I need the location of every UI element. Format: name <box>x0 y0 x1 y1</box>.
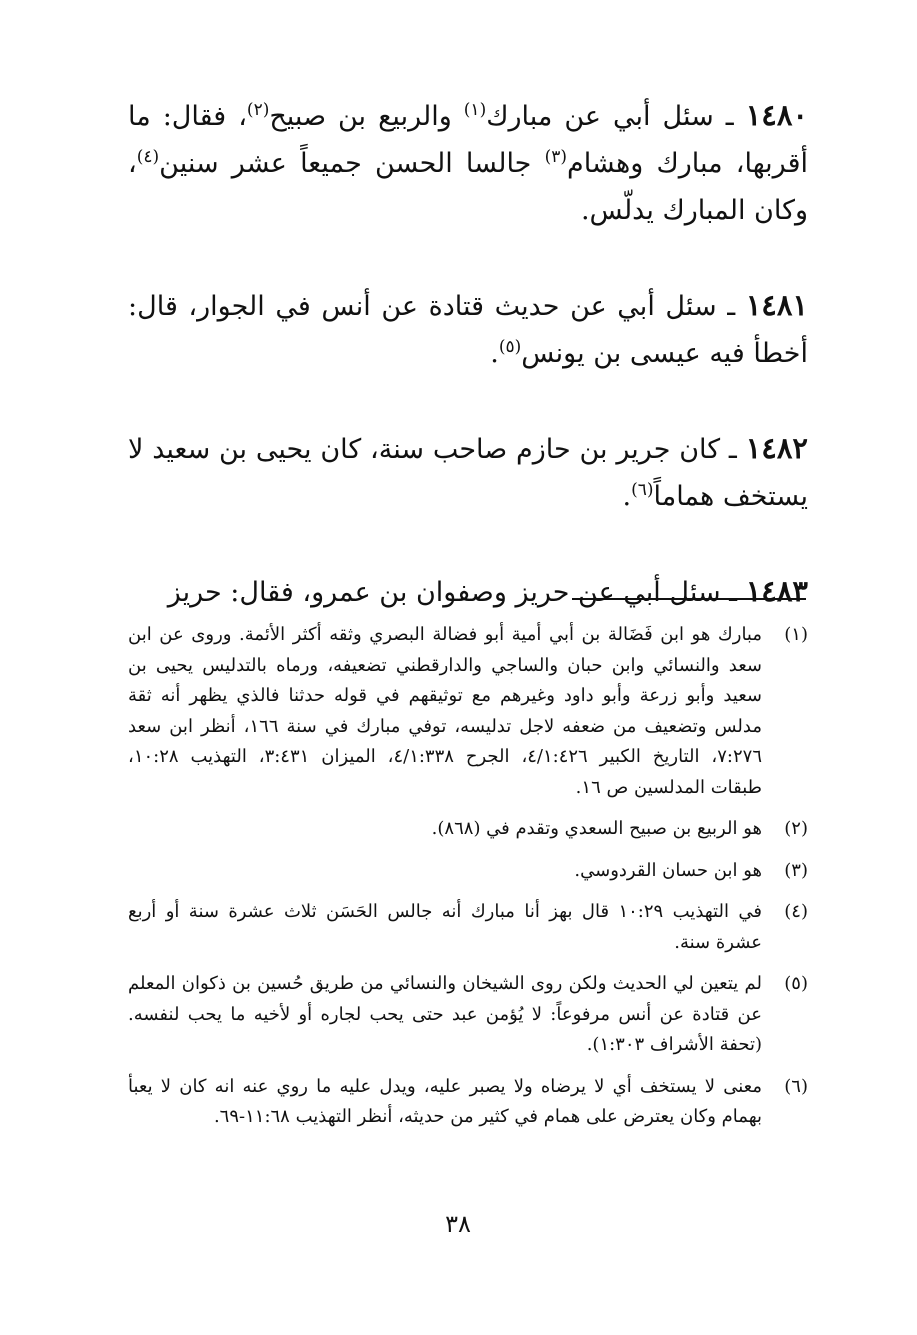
entry-text: . <box>490 338 499 369</box>
footnote-text: معنى لا يستخف أي لا يرضاه ولا يصبر عليه، ويدل عليه ما روي عنه انه كان لا يعبأ بهمام وكان يعترض على همام في كثير من حديثه، أنظر التهذيب ١١:٦٨-٦٩. <box>128 1075 763 1127</box>
footnote-1 <box>128 620 808 803</box>
footnote-mark: (١) <box>784 624 808 645</box>
footnote-ref: (١) <box>463 100 487 120</box>
entry-1482 <box>128 425 808 520</box>
footnote-5 <box>128 969 808 1061</box>
footnote-mark: (٥) <box>784 973 808 994</box>
entry-text: جالسا الحسن جميعاً عشر سنين <box>159 148 532 179</box>
footnote-ref: (٥) <box>498 337 522 357</box>
footnote-ref: (٣) <box>544 147 567 167</box>
entry-text: والربيع بن صبيح <box>269 101 452 132</box>
entry-text: ، فقال: ما أقربها، مبارك وهشام <box>128 101 808 179</box>
footnote-text: مبارك هو ابن فَضَالة بن أبي أمية أبو فضالة البصري وثقه أكثر الأئمة. وروى عن ابن سعد والنسائي وابن حبان والساجي والدارقطني تضعيفه، ورماه بالتدليس يحيى بن سعيد وأبو زرعة وأبو داود وغيرهم مع توثيقهم في قوله حدثنا فالذي يظهر أنه ثقة مدلس وتضعيف من ضعفه لاجل تدليسه، توفي مبارك في سنة ١٦٦، أنظر ابن سعد ٧:٢٧٦، التاريخ الكبير ٤/١:٤٢٦، الجرح ٤/١:٣٣٨، الميزان ٣:٤٣١، التهذيب ١٠:٢٨، طبقات المدلسين ص ١٦. <box>128 624 763 798</box>
footnote-mark: (٣) <box>784 859 808 881</box>
footnote-text: هو الربيع بن صبيح السعدي وتقدم في (٨٦٨). <box>431 818 762 839</box>
entry-text: ـ سئل أبي عن مبارك <box>486 101 734 132</box>
footnote-3 <box>128 856 808 887</box>
footnote-text: في التهذيب ١٠:٢٩ قال بهز أنا مبارك أنه جالس الحَسَن ثلاث عشرة سنة أو أربع عشرة سنة. <box>128 901 762 953</box>
main-text <box>128 92 808 664</box>
page-number: ٣٨ <box>445 1210 471 1238</box>
entry-number: ١٤٨٠ <box>745 98 808 132</box>
entry-1483 <box>128 568 808 616</box>
entry-text: ـ سئل أبي عن حريز وصفوان بن عمرو، فقال: حريز <box>167 577 738 608</box>
footnote-mark: (٤) <box>784 901 808 922</box>
footnote-2 <box>128 814 808 845</box>
footnote-6 <box>128 1072 808 1133</box>
entry-number: ١٤٨٢ <box>745 431 808 465</box>
entry-number: ١٤٨٣ <box>745 574 808 608</box>
entry-1481 <box>128 282 808 377</box>
entry-text: ـ سئل أبي عن حديث قتادة عن أنس في الجوار، قال: أخطأ فيه عيسى بن يونس <box>128 291 808 369</box>
footnote-text: هو ابن حسان القردوسي. <box>574 859 762 881</box>
footnote-mark: (٦) <box>784 1075 808 1097</box>
footnote-separator <box>572 598 806 600</box>
entry-text: ـ كان جرير بن حازم صاحب سنة، كان يحيى بن سعيد لا يستخف هماماً <box>128 434 808 512</box>
footnote-ref: (٢) <box>246 100 270 120</box>
footnote-ref: (٦) <box>631 480 654 500</box>
footnotes <box>128 620 808 1144</box>
entry-text: . <box>622 481 632 512</box>
footnote-mark: (٢) <box>784 818 808 839</box>
entry-1480 <box>128 92 808 234</box>
footnote-text: لم يتعين لي الحديث ولكن روى الشيخان والنسائي من طريق حُسين بن ذكوان المعلم عن قتادة عن أنس مرفوعاً: لا يُؤمن عبد حتى يحب لجاره أو لأخيه ما يحب لنفسه. (تحفة الأشراف ١:٣٠٣). <box>128 973 762 1055</box>
footnote-4 <box>128 897 808 958</box>
entry-text: ، وكان المبارك يدلّس. <box>128 148 808 226</box>
footnote-ref: (٤) <box>136 147 160 167</box>
entry-number: ١٤٨١ <box>745 288 808 322</box>
